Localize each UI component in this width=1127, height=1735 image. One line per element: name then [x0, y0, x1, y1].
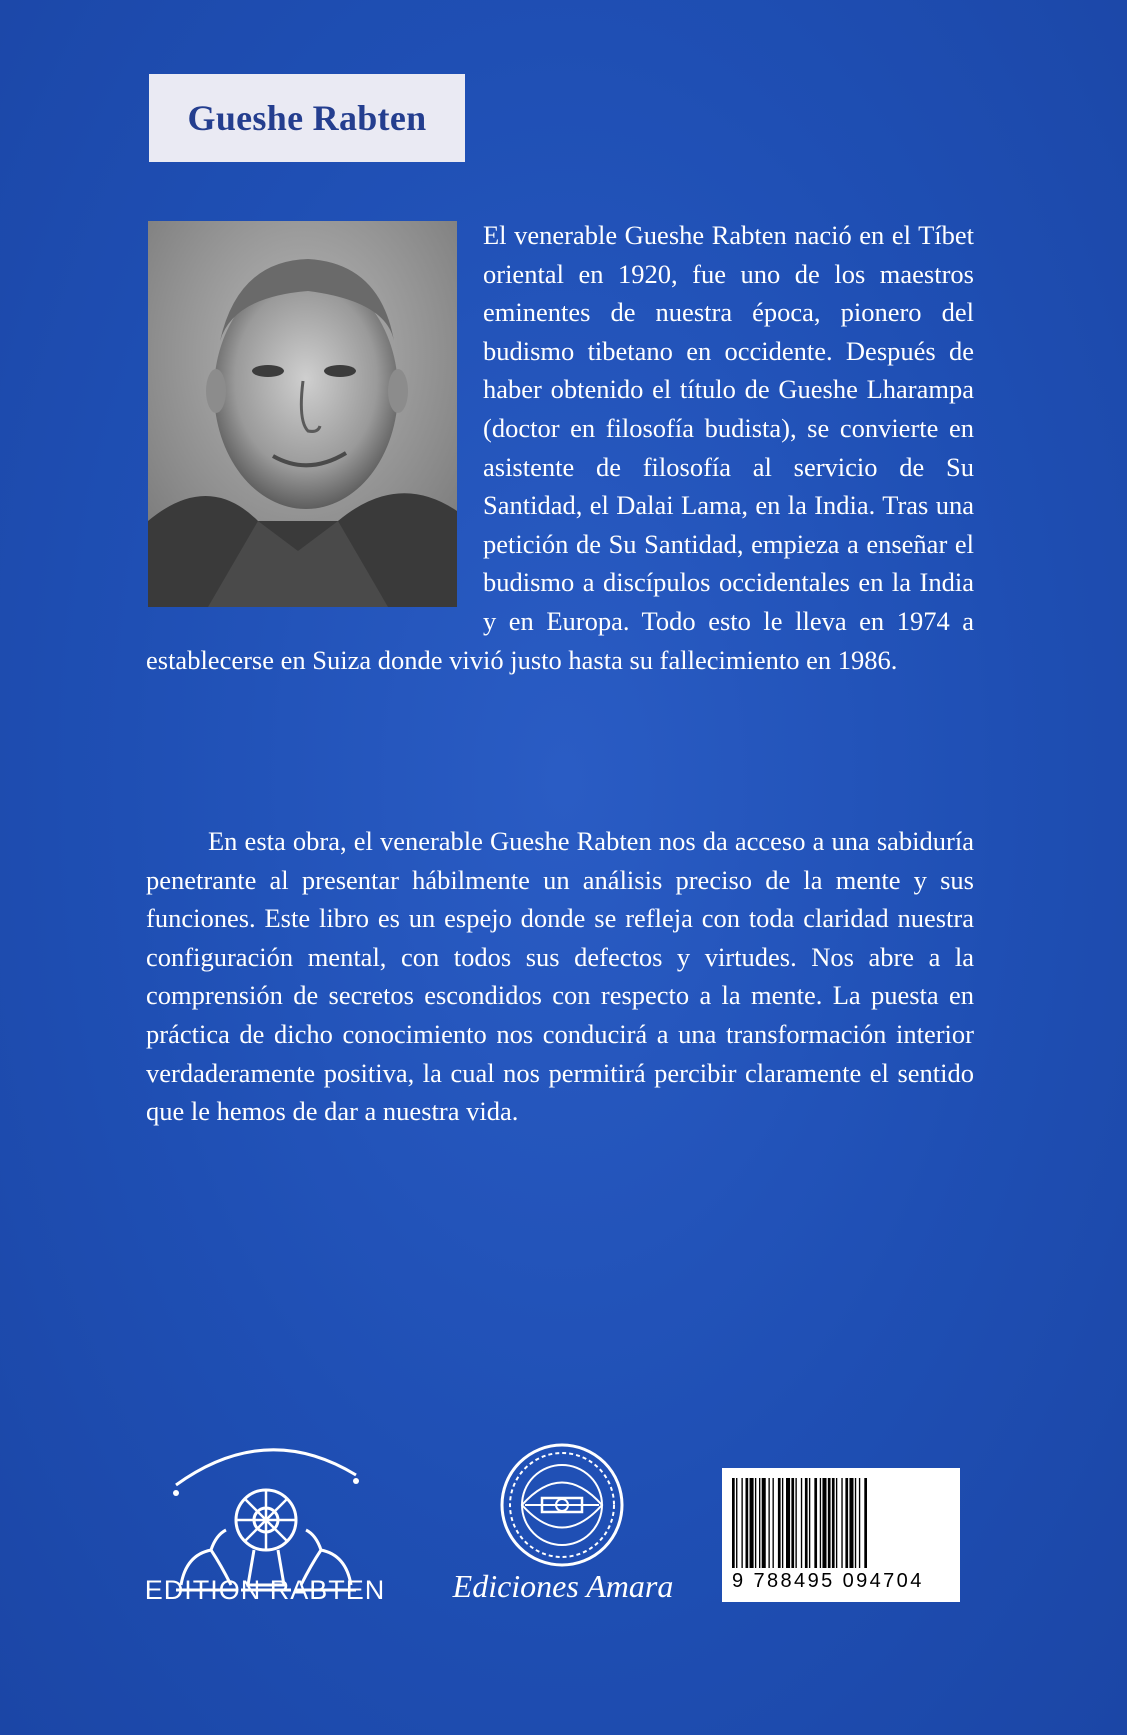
- barcode-bar: [732, 1478, 735, 1568]
- barcode-bar: [801, 1478, 802, 1568]
- barcode-bar: [746, 1478, 749, 1568]
- book-synopsis: En esta obra, el venerable Gueshe Rabten nos da acceso a una sabiduría penetrante al presentar hábilmente un análisis preciso de la mente y sus funciones. Este libro es un espejo donde se refleja con toda claridad nuestra configuración mental, con todos sus defectos y virtudes. Nos abre a la comprensión de secretos escondidos con respecto a la mente. La puesta en práctica de dicho conocimiento nos conducirá a una transformación interior verdaderamente positiva, la cual nos permitirá percibir claramente el sentido que le hemos de dar a nuestra vida.: [146, 826, 974, 1127]
- barcode-bar: [773, 1478, 774, 1568]
- barcode-bar: [786, 1478, 790, 1568]
- barcode-bar: [759, 1478, 760, 1568]
- barcode-bar: [836, 1478, 837, 1568]
- barcode-bar: [849, 1478, 853, 1568]
- barcode-bar: [832, 1478, 835, 1568]
- barcode-bar: [768, 1478, 769, 1568]
- barcode-bar: [855, 1478, 856, 1568]
- barcode-bar: [741, 1478, 742, 1568]
- barcode-bar: [805, 1478, 808, 1568]
- mandala-vajra-icon: [495, 1440, 630, 1570]
- isbn-barcode: [722, 1468, 960, 1602]
- barcode-bar: [809, 1478, 810, 1568]
- author-biography: [146, 216, 974, 679]
- barcode-bar: [845, 1478, 848, 1568]
- barcode-bars: [732, 1478, 950, 1568]
- barcode-bar: [762, 1478, 766, 1568]
- barcode-bar: [841, 1478, 842, 1568]
- barcode-bar: [782, 1478, 783, 1568]
- barcode-bar: [795, 1478, 796, 1568]
- publisher-rabten-name: EDITION RABTEN: [144, 1575, 386, 1605]
- barcode-bar: [822, 1478, 826, 1568]
- barcode-bar: [736, 1478, 737, 1568]
- publisher-amara-name: Ediciones Amara: [452, 1568, 674, 1604]
- barcode-bar: [828, 1478, 831, 1568]
- barcode-bar: [864, 1478, 867, 1568]
- barcode-bar: [778, 1478, 781, 1568]
- author-biography-text: El venerable Gueshe Rabten nació en el Tíbet oriental en 1920, fue uno de los maestros eminentes de nuestra época, pionero del budismo tibetano en occidente. Después de haber obtenido el título de Gueshe Lharampa (doctor en filosofía budista), se convierte en asistente de filosofía al servicio de Su Santidad, el Dalai Lama, en la India. Tras una petición de Su Santidad, empieza a enseñar el budismo a discípulos occidentales en la India y en Europa. Todo esto le lleva en 1974 a establecerse en Suiza donde vivió justo hasta su fallecimiento en 1986.: [146, 220, 974, 675]
- barcode-bar: [750, 1478, 754, 1568]
- barcode-bar: [814, 1478, 817, 1568]
- barcode-bar: [791, 1478, 794, 1568]
- author-name: Gueshe Rabten: [187, 98, 427, 138]
- isbn-number: 9 788495 094704: [732, 1570, 924, 1592]
- barcode-bar: [859, 1478, 860, 1568]
- barcode-bar: [755, 1478, 756, 1568]
- barcode-bar: [820, 1478, 821, 1568]
- author-label-box: [149, 74, 465, 162]
